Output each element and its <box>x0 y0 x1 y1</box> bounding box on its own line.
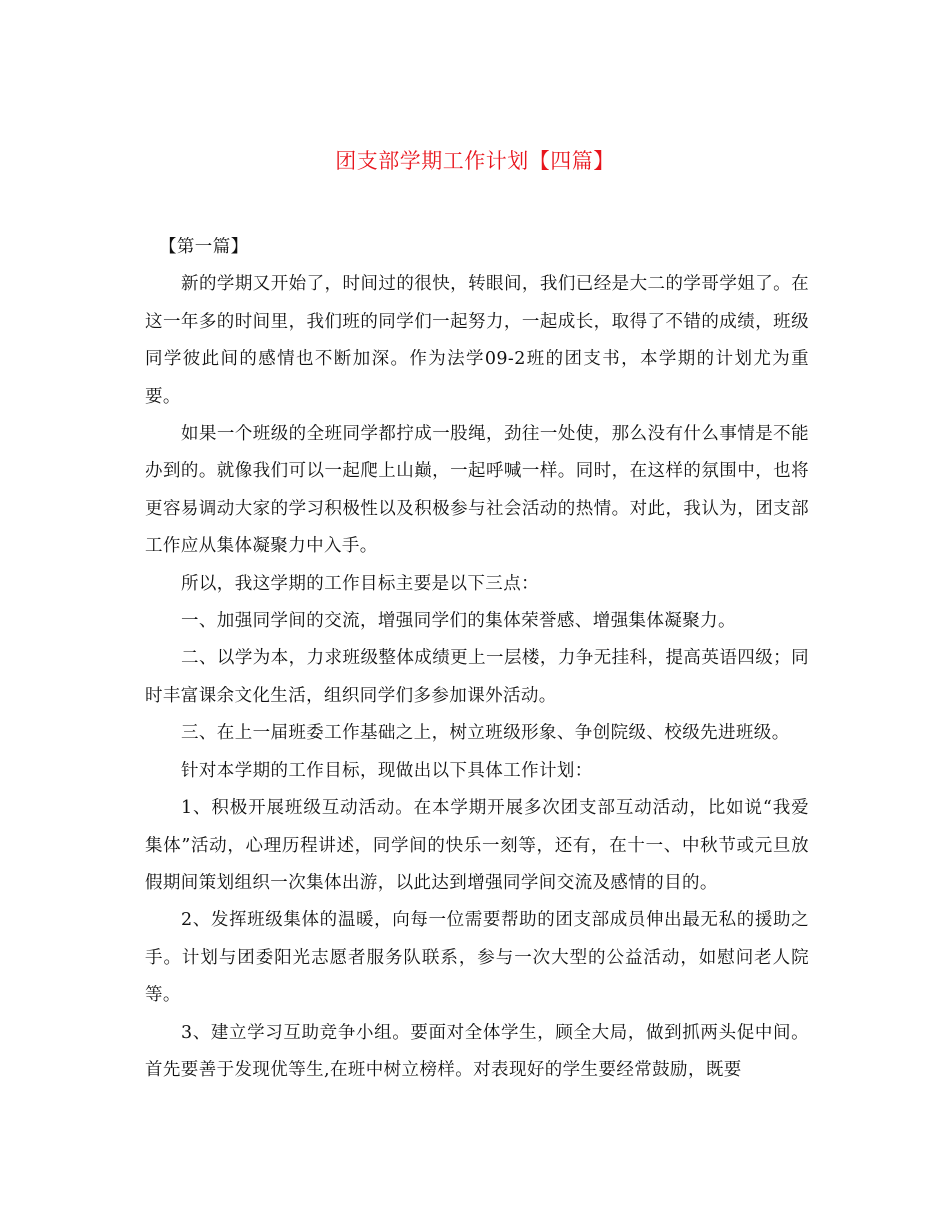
section-heading: 【第一篇】 <box>159 237 249 257</box>
paragraph: 1、积极开展班级互动活动。在本学期开展多次团支部互动活动，比如说“我爱集体”活动，心理历程讲述，同学间的快乐一刻等，还有，在十一、中秋节或元旦放假期间策划组织一次集体出游，以此达到增强同学间交流及感情的目的。 <box>145 798 809 893</box>
document-title: 团支部学期工作计划【四篇】 <box>335 149 615 173</box>
paragraph: 如果一个班级的全班同学都拧成一股绳，劲往一处使，那么没有什么事情是不能办到的。就像我们可以一起爬上山巅，一起呼喊一样。同时，在这样的氛围中，也将更容易调动大家的学习积极性以及积极参与社会活动的热情。对此，我认为，团支部工作应从集体凝聚力中入手。 <box>145 424 809 557</box>
paragraph: 3、建立学习互助竞争小组。要面对全体学生，顾全大局，做到抓两头促中间。首先要善于发现优等生,在班中树立榜样。对表现好的学生要经常鼓励，既要 <box>145 1022 809 1080</box>
paragraph: 二、以学为本，力求班级整体成绩更上一层楼，力争无挂科，提高英语四级；同时丰富课余文化生活，组织同学们多参加课外活动。 <box>145 648 809 706</box>
paragraph: 新的学期又开始了，时间过的很快，转眼间，我们已经是大二的学哥学姐了。在这一年多的时间里，我们班的同学们一起努力，一起成长，取得了不错的成绩，班级同学彼此间的感情也不断加深。作为法学09-2班的团支书，本学期的计划尤为重要。 <box>145 274 809 407</box>
paragraph: 所以，我这学期的工作目标主要是以下三点： <box>181 573 539 594</box>
paragraph: 针对本学期的工作目标，现做出以下具体工作计划： <box>181 760 593 781</box>
paragraph: 三、在上一届班委工作基础之上，树立班级形象、争创院级、校级先进班级。 <box>181 723 790 744</box>
paragraph: 2、发挥班级集体的温暖，向每一位需要帮助的团支部成员伸出最无私的援助之手。计划与团委阳光志愿者服务队联系，参与一次大型的公益活动，如慰问老人院等。 <box>145 910 809 1006</box>
document-body <box>145 229 809 1089</box>
paragraph: 一、加强同学间的交流，增强同学们的集体荣誉感、增强集体凝聚力。 <box>181 611 736 632</box>
